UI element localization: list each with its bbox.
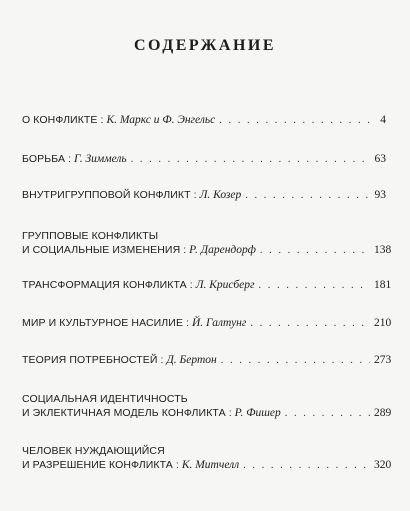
- toc-entry-page: 4: [380, 114, 386, 126]
- toc-separator: :: [68, 153, 72, 165]
- toc-entry-2[interactable]: [22, 152, 386, 167]
- toc-entry-line: [22, 458, 392, 473]
- toc-entry-title: ГРУППОВЫЕ КОНФЛИКТЫ: [22, 230, 159, 242]
- toc-entry-title: И РАЗРЕШЕНИЕ КОНФЛИКТА: [22, 459, 173, 471]
- toc-entry-page: 273: [374, 354, 392, 366]
- dot-leader: [131, 153, 370, 167]
- toc-entry-line: [22, 278, 392, 293]
- dot-leader: [285, 407, 370, 421]
- toc-entry-line: [22, 444, 386, 458]
- toc-entry-line: [22, 316, 392, 331]
- toc-entry-title: О КОНФЛИКТЕ: [22, 114, 98, 126]
- toc-entry-title: И СОЦИАЛЬНЫЕ ИЗМЕНЕНИЯ: [22, 244, 181, 256]
- toc-entry-page: 210: [374, 317, 392, 329]
- toc-separator: :: [160, 354, 164, 366]
- toc-separator: :: [100, 114, 104, 126]
- toc-entry-author: К. Маркс и Ф. Энгельс: [106, 114, 216, 126]
- toc-entry-4[interactable]: [22, 229, 392, 258]
- toc-entry-page: 63: [374, 153, 386, 165]
- toc-separator: :: [228, 407, 232, 419]
- toc-entry-line: [22, 353, 392, 368]
- toc-entry-line: [22, 406, 392, 421]
- toc-entry-title: СОЦИАЛЬНАЯ ИДЕНТИЧНОСТЬ: [22, 393, 188, 405]
- dot-leader: [260, 244, 370, 258]
- toc-separator: :: [183, 244, 187, 256]
- toc-entry-6[interactable]: [22, 316, 392, 331]
- toc-entry-title: ТРАНСФОРМАЦИЯ КОНФЛИКТА: [22, 279, 187, 291]
- toc-entry-title: ЧЕЛОВЕК НУЖДАЮЩИЙСЯ: [22, 445, 165, 457]
- toc-separator: :: [193, 189, 197, 201]
- toc-entry-page: 320: [374, 459, 392, 471]
- dot-leader: [258, 279, 370, 293]
- dot-leader: [221, 354, 370, 368]
- toc-entry-9[interactable]: [22, 444, 392, 473]
- contents-heading: СОДЕРЖАНИЕ: [133, 37, 277, 54]
- toc-entry-3[interactable]: [22, 188, 386, 203]
- toc-entry-8[interactable]: [22, 392, 392, 421]
- toc-entry-line: [22, 113, 386, 128]
- toc-entry-1[interactable]: [22, 113, 386, 128]
- toc-separator: :: [186, 317, 189, 329]
- toc-entry-title: МИР И КУЛЬТУРНОЕ НАСИЛИЕ: [22, 317, 184, 329]
- dot-leader: [243, 459, 370, 473]
- toc-entry-7[interactable]: [22, 353, 392, 368]
- toc-entry-line: [22, 243, 392, 258]
- toc-entry-title: ТЕОРИЯ ПОТРЕБНОСТЕЙ: [22, 354, 158, 366]
- toc-entry-author: К. Митчелл: [181, 459, 240, 471]
- toc-separator: :: [175, 459, 179, 471]
- toc-entry-author: Л. Козер: [199, 189, 242, 201]
- toc-entry-title: БОРЬБА: [22, 153, 66, 165]
- dot-leader: [250, 317, 370, 331]
- toc-entry-page: 181: [374, 279, 392, 291]
- toc-entry-author: Й. Галтунг: [191, 317, 247, 329]
- toc-entry-page: 138: [374, 244, 392, 256]
- dot-leader: [219, 114, 370, 128]
- toc-entry-author: Р. Дарендорф: [189, 244, 256, 256]
- toc-entry-line: [22, 152, 386, 167]
- toc-entry-author: Г. Зиммель: [74, 153, 127, 165]
- toc-entry-author: Р. Фишер: [234, 407, 281, 419]
- toc-entry-line: [22, 188, 386, 203]
- toc-entry-author: Д. Бертон: [166, 354, 217, 366]
- toc-entry-title: ВНУТРИГРУППОВОЙ КОНФЛИКТ: [22, 189, 191, 201]
- toc-entry-line: [22, 392, 386, 406]
- toc-entry-author: Л. Крисберг: [195, 279, 255, 291]
- toc-entry-5[interactable]: [22, 278, 392, 293]
- toc-separator: :: [189, 279, 193, 291]
- toc-entry-title: И ЭКЛЕКТИЧНАЯ МОДЕЛЬ КОНФЛИКТА: [22, 407, 226, 419]
- toc-entry-page: 289: [374, 407, 392, 419]
- toc-entry-page: 93: [374, 189, 386, 201]
- toc-entry-line: [22, 229, 386, 243]
- dot-leader: [245, 189, 370, 203]
